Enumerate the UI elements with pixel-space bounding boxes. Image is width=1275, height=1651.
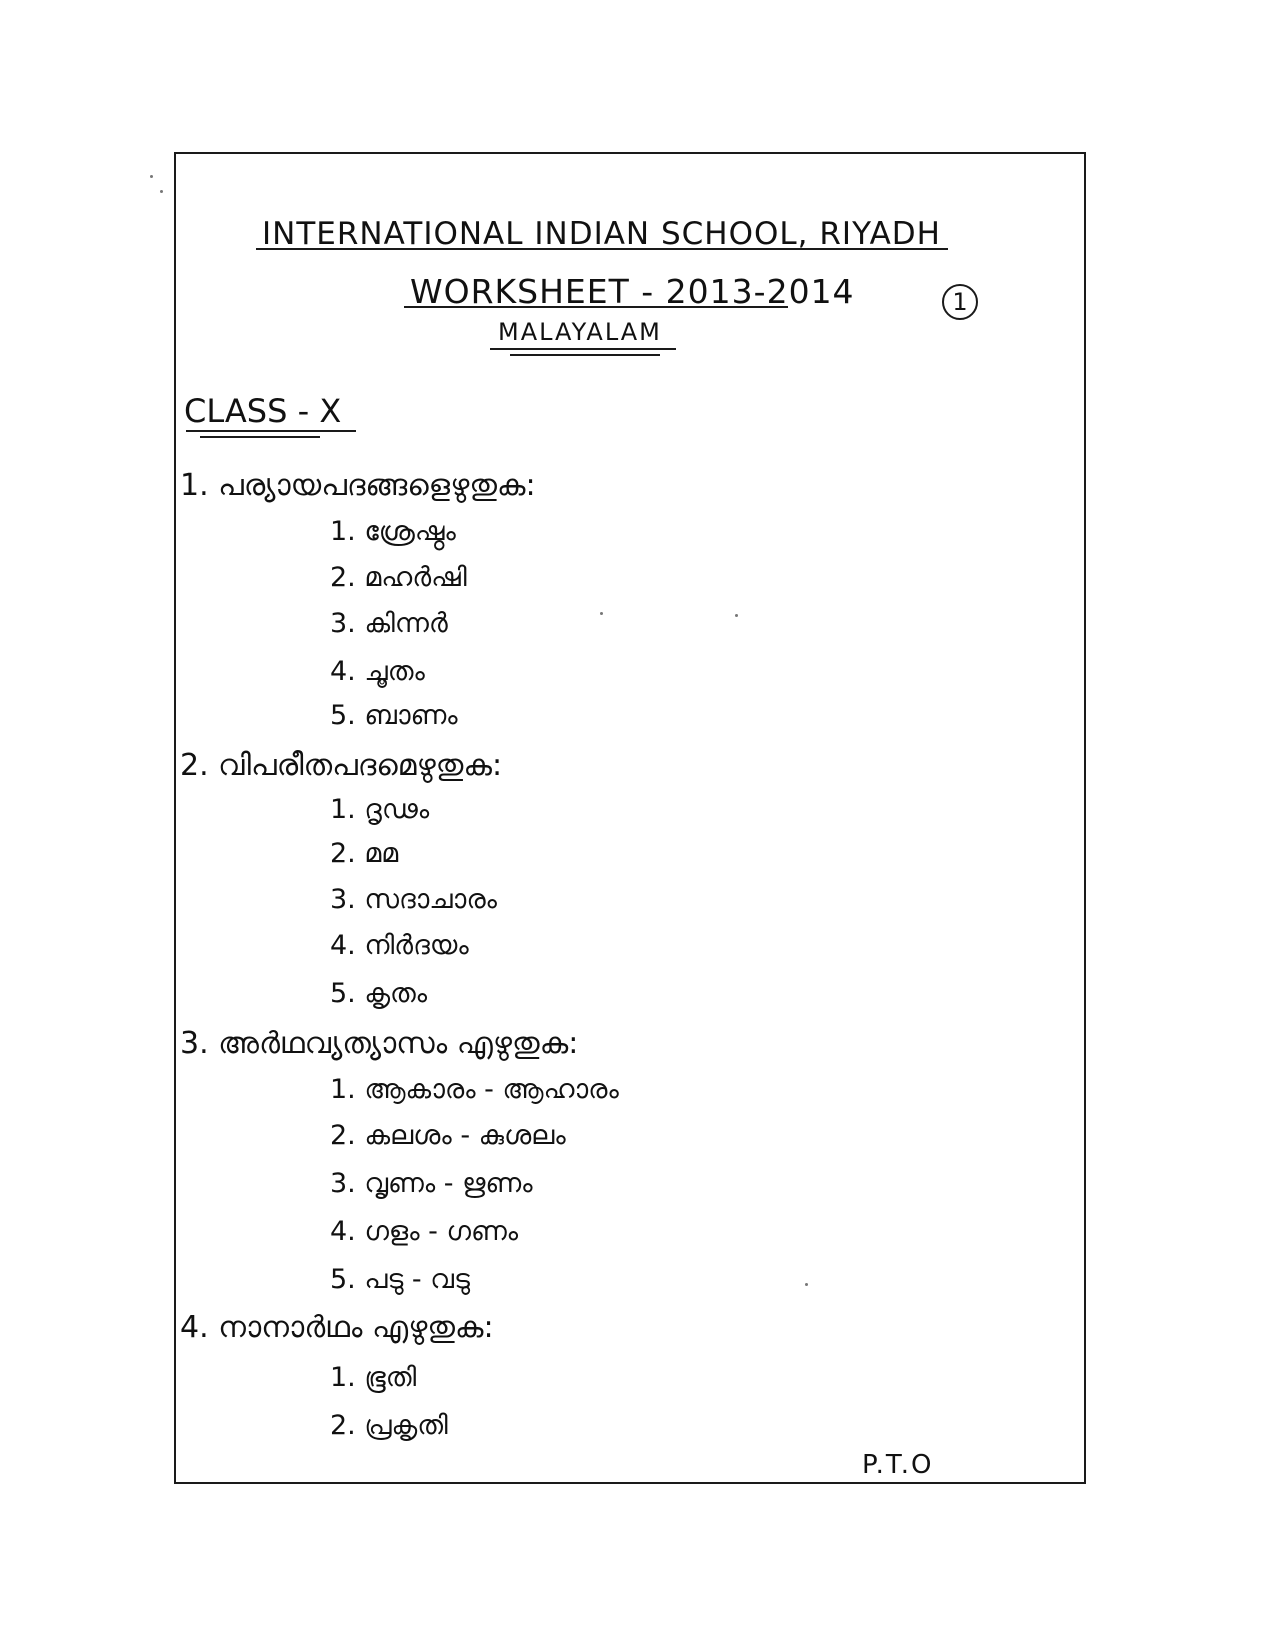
section-heading: 3. അർഥവ്യത്യാസം എഴുതുക: <box>180 1026 579 1061</box>
question-item: 1. ഭൂതി <box>330 1362 417 1393</box>
school-name-underline <box>256 248 948 250</box>
question-item: 5. കൃതം <box>330 978 428 1009</box>
question-item: 4. നിർദയം <box>330 930 469 961</box>
scan-speck <box>160 190 163 193</box>
question-item: 1. ദൃഢം <box>330 794 430 825</box>
question-item: 1. ആകാരം - ആഹാരം <box>330 1074 619 1105</box>
question-item: 2. മഹർഷി <box>330 562 467 593</box>
worksheet-underline <box>404 306 788 308</box>
question-item: 2. കലശം - കുശലം <box>330 1120 566 1151</box>
question-item: 1. ശ്രേഷ്ഠം <box>330 516 456 547</box>
class-underline <box>186 430 356 432</box>
question-item: 2. പ്രകൃതി <box>330 1410 448 1441</box>
question-item: 4. ചൂതം <box>330 656 425 687</box>
question-item: 2. മമ <box>330 838 399 869</box>
worksheet-border <box>174 152 1086 1484</box>
worksheet-year: WORKSHEET - 2013-2014 <box>410 272 855 311</box>
page-number: 1 <box>942 284 978 320</box>
question-item: 3. സദാചാരം <box>330 884 497 915</box>
question-item: 3. വൃണം - ഋണം <box>330 1168 533 1199</box>
scan-speck <box>600 612 603 615</box>
question-item: 3. കിന്നർ <box>330 608 448 639</box>
please-turn-over: P.T.O <box>862 1450 934 1480</box>
school-name: INTERNATIONAL INDIAN SCHOOL, RIYADH <box>262 216 941 252</box>
scan-speck <box>150 175 153 178</box>
scan-speck <box>805 1283 808 1286</box>
class-label: CLASS - X <box>184 392 342 430</box>
subject-title: MALAYALAM <box>498 318 662 346</box>
subject-underline <box>490 348 676 350</box>
scan-speck <box>735 614 738 617</box>
section-heading: 2. വിപരീതപദമെഴുതുക: <box>180 748 503 783</box>
section-heading: 1. പര്യായപദങ്ങളെഴുതുക: <box>180 468 536 503</box>
question-item: 4. ഗളം - ഗണം <box>330 1216 519 1247</box>
class-underline-2 <box>200 436 320 438</box>
question-item: 5. ബാണം <box>330 700 458 731</box>
question-item: 5. പടു - വടു <box>330 1264 470 1295</box>
section-heading: 4. നാനാർഥം എഴുതുക: <box>180 1310 494 1345</box>
subject-underline-2 <box>510 354 660 356</box>
